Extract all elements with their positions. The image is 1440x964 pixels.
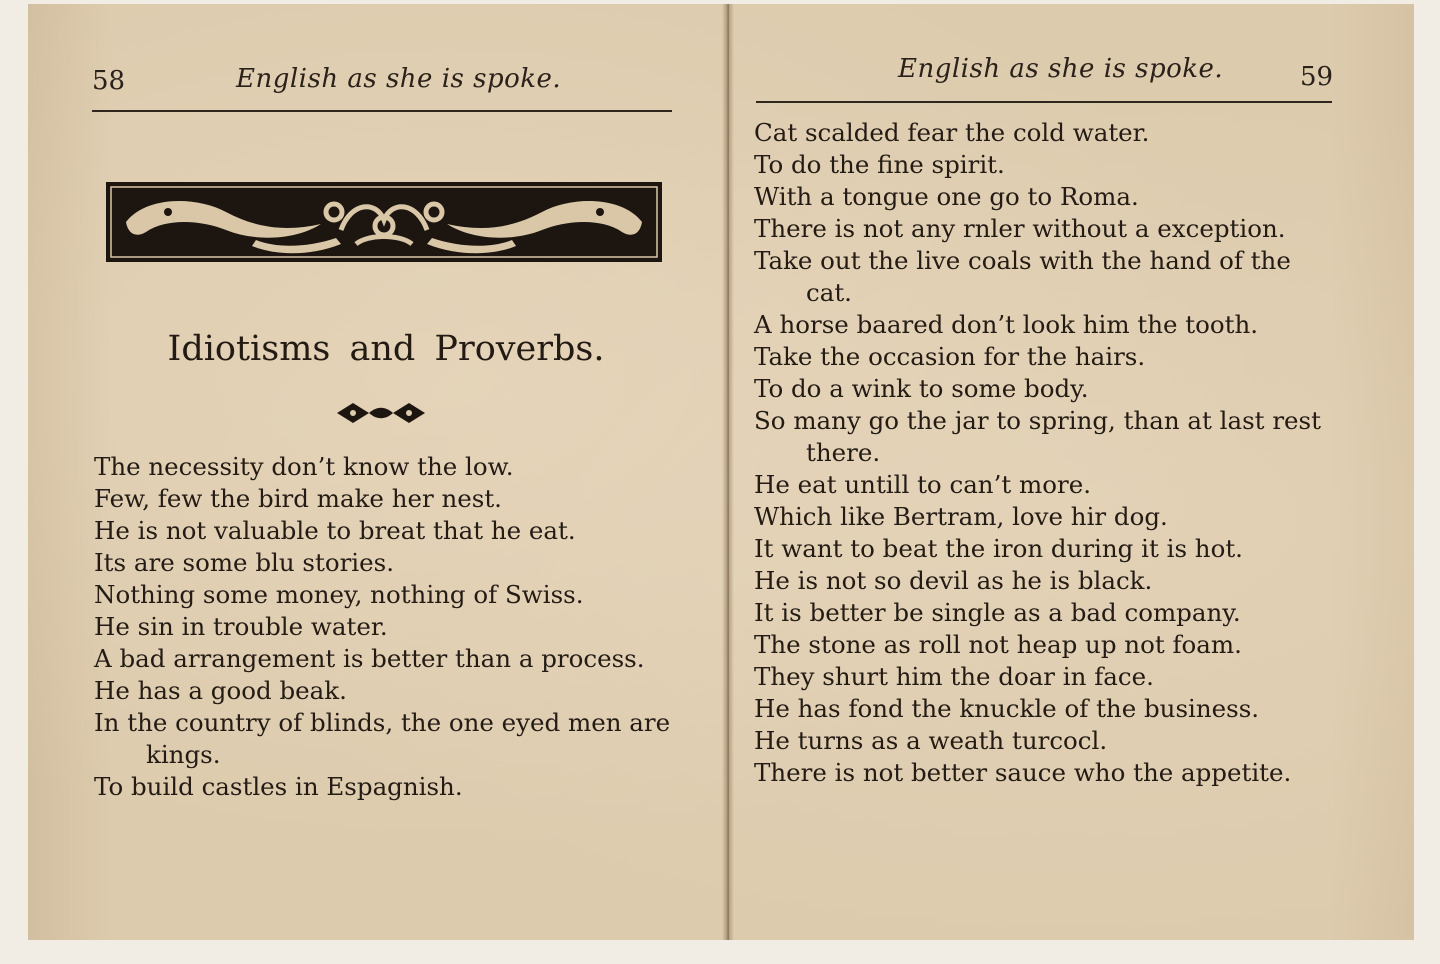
left-running-head: English as she is spoke. [236,64,562,94]
proverb-text: There is not any rnler without a exception. [754,214,1286,243]
proverb-line [754,309,1344,341]
proverb-line [754,597,1344,629]
proverb-line [94,547,684,579]
proverb-line [94,483,684,515]
proverb-text: It want to beat the iron during it is hot. [754,534,1243,563]
proverb-line [94,643,684,675]
proverb-line [754,181,1344,213]
proverb-line [754,693,1344,725]
proverb-text: Take the occasion for the hairs. [754,342,1146,371]
right-proverb-list [754,117,1344,789]
headpiece-ornament [106,182,662,262]
proverb-text: A horse baared don’t look him the tooth. [754,310,1259,339]
proverb-text: The necessity don’t know the low. [94,452,514,481]
proverb-text: A bad arrangement is better than a process. [94,644,645,673]
proverb-text: Take out the live coals with the hand of the [754,246,1291,275]
proverb-line [754,405,1344,469]
proverb-continuation: there. [806,438,881,467]
proverb-line [754,629,1344,661]
book-gutter [722,4,734,940]
left-header-rule [92,110,672,112]
proverb-text: Nothing some money, nothing of Swiss. [94,580,584,609]
proverb-text: He has fond the knuckle of the business. [754,694,1260,723]
proverb-continuation: kings. [146,740,221,769]
proverb-text: He is not valuable to breat that he eat. [94,516,576,545]
section-title: Idiotisms and Proverbs. [167,329,605,369]
proverb-text: Cat scalded fear the cold water. [754,118,1150,147]
proverb-text: He sin in trouble water. [94,612,388,641]
proverb-line [754,565,1344,597]
proverb-line [754,373,1344,405]
proverb-line [754,725,1344,757]
proverb-line [94,515,684,547]
proverb-text: Its are some blu stories. [94,548,394,577]
proverb-line [94,707,684,771]
right-header-rule [756,101,1332,103]
proverb-text: There is not better sauce who the appetite. [754,758,1292,787]
proverb-line [754,757,1344,789]
proverb-line [754,245,1344,309]
proverb-text: He is not so devil as he is black. [754,566,1153,595]
fleuron-ornament [333,396,429,430]
proverb-line [754,501,1344,533]
proverb-text: He turns as a weath turcocl. [754,726,1108,755]
proverb-text: Few, few the bird make her nest. [94,484,502,513]
proverb-line [94,611,684,643]
proverb-text: It is better be single as a bad company. [754,598,1241,627]
proverb-text: They shurt him the doar in face. [754,662,1154,691]
proverb-line [94,771,684,803]
proverb-line [754,341,1344,373]
left-proverb-list [94,451,684,803]
proverb-line [754,213,1344,245]
right-page-number: 59 [1300,62,1334,92]
proverb-text: With a tongue one go to Roma. [754,182,1139,211]
proverb-text: To build castles in Espagnish. [94,772,463,801]
book-spread [28,4,1414,940]
left-page-number: 58 [92,66,126,96]
proverb-text: He eat untill to can’t more. [754,470,1091,499]
proverb-line [94,675,684,707]
proverb-text: Which like Bertram, love hir dog. [754,502,1168,531]
right-running-head: English as she is spoke. [898,54,1224,84]
proverb-line [754,117,1344,149]
proverb-continuation: cat. [806,278,852,307]
proverb-line [94,579,684,611]
proverb-line [754,149,1344,181]
proverb-text: So many go the jar to spring, than at last rest [754,406,1321,435]
proverb-line [754,661,1344,693]
proverb-text: To do a wink to some body. [754,374,1089,403]
proverb-line [754,533,1344,565]
proverb-text: In the country of blinds, the one eyed men are [94,708,671,737]
proverb-text: To do the fine spirit. [754,150,1005,179]
proverb-text: He has a good beak. [94,676,347,705]
proverb-text: The stone as roll not heap up not foam. [754,630,1242,659]
proverb-line [754,469,1344,501]
proverb-line [94,451,684,483]
